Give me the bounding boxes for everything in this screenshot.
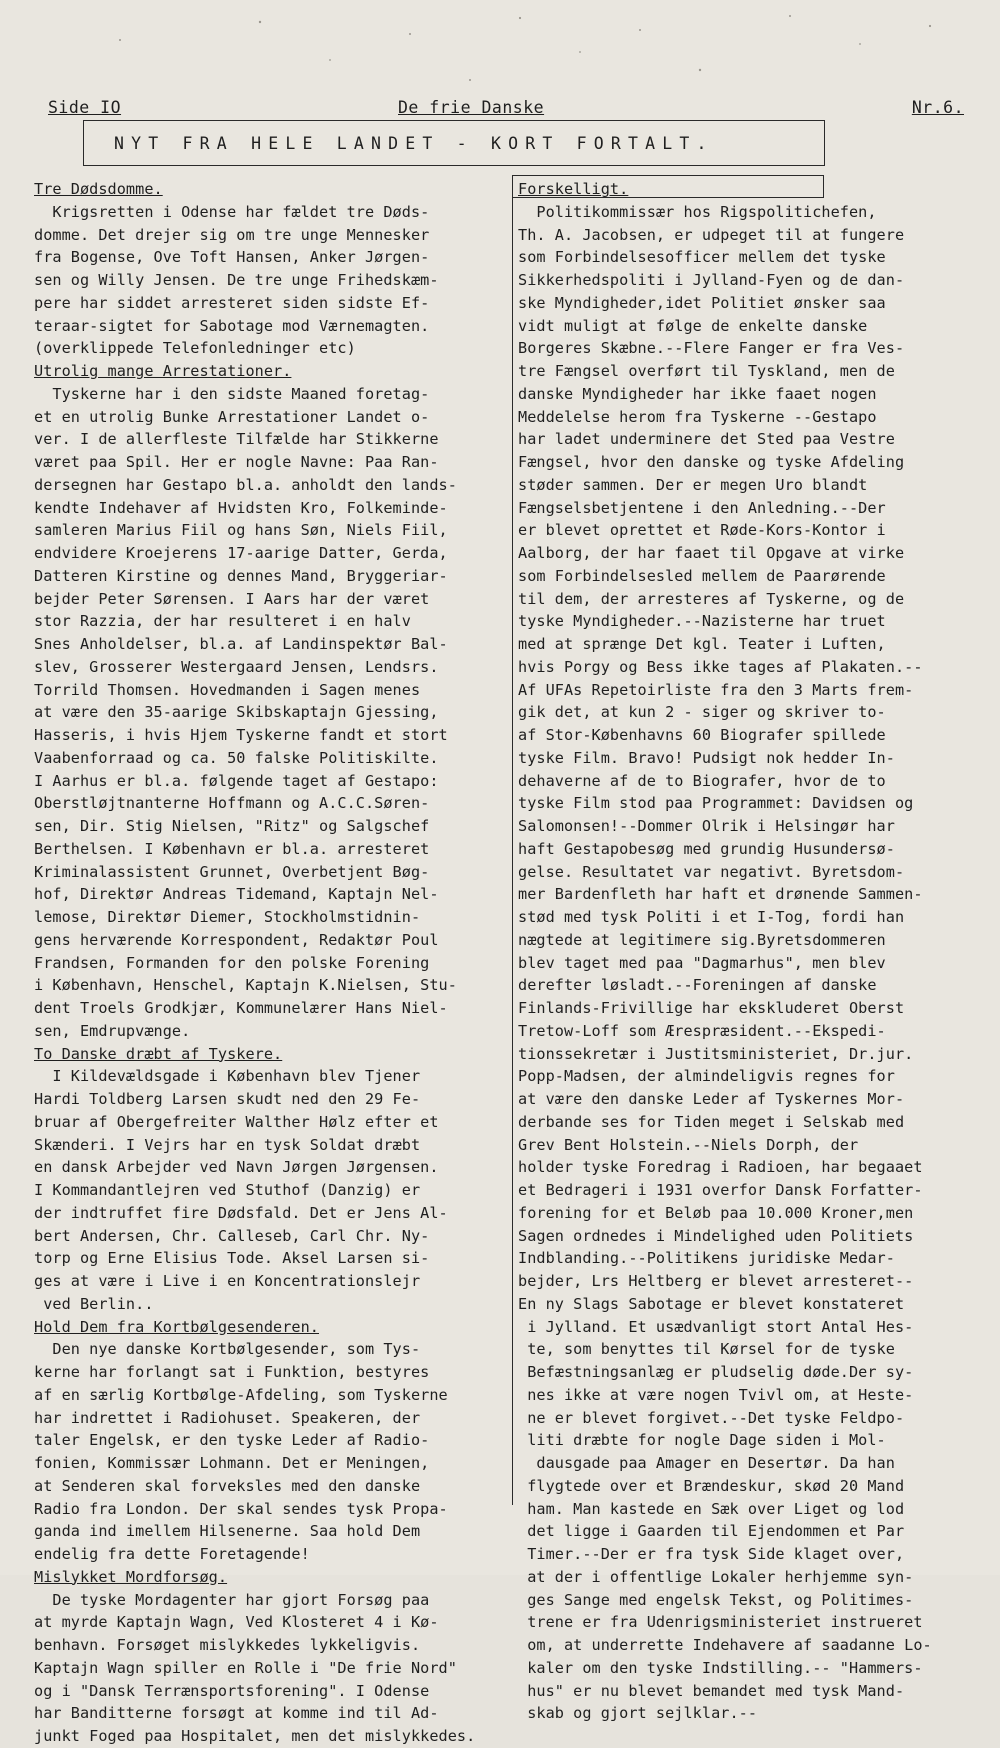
article-heading: Tre Dødsdomme. [34, 180, 163, 198]
text-line: Th. A. Jacobsen, er udpeget til at fungere [518, 225, 905, 244]
text-line: Sikkerhedspoliti i Jylland-Fyen og de dan- [518, 271, 905, 289]
text-line: Frandsen, Formanden for den polske Forening [34, 953, 430, 972]
text-line: stor Razzia, der har resulteret i en halv [34, 612, 411, 631]
text-line: tyske Myndigheder.--Nazisterne har truet [518, 612, 886, 631]
text-line: har indrettet i Radiohuset. Speakeren, der [34, 1408, 421, 1427]
text-line: der indtruffet fire Dødsfald. Det er Jens Al- [34, 1203, 448, 1222]
text-line: trene er fra Udenrigsministeriet instrueret [518, 1613, 923, 1632]
text-line: om, at underrette Indehavere af saadanne Lo- [518, 1636, 932, 1654]
text-line: Kriminalassistent Grunnet, Overbetjent Bøg- [34, 862, 430, 881]
page-header [30, 98, 970, 122]
text-line: bruar af Obergefreiter Walther Hølz efter et [34, 1112, 439, 1131]
text-line: Politikommissær hos Rigspolitichefen, [518, 202, 877, 221]
text-line: af en særlig Kortbølge-Afdeling, som Tyskerne [34, 1385, 448, 1404]
text-line: nes ikke at være nogen Tvivl om, at Heste- [518, 1385, 914, 1404]
text-line: Af UFAs Repetoirliste fra den 3 Marts frem- [518, 680, 914, 699]
issue-number: Nr.6. [911, 98, 964, 117]
article-heading: To Danske dræbt af Tyskere. [34, 1044, 283, 1063]
text-line: dent Troels Grodkjær, Kommunelærer Hans Niel- [34, 999, 448, 1017]
text-line: I Kommandantlejren ved Stuthof (Danzig) er [34, 1181, 421, 1199]
text-line: som Forbindelsesofficer mellem det tyske [518, 248, 886, 267]
text-line: stød med tysk Politi i et I-Tog, fordi han [518, 908, 905, 926]
text-line: endelig fra dette Foretagende! [34, 1545, 310, 1563]
text-line: De tyske Mordagenter har gjort Forsøg paa [34, 1590, 430, 1609]
text-line: flygtede over et Brændeskur, skød 20 Mand [518, 1476, 905, 1495]
article-heading: Utrolig mange Arrestationer. [34, 362, 292, 380]
text-line: tre Fængsel overført til Tyskland, men de [518, 362, 895, 380]
text-line: har Banditterne forsøgt at komme ind til Ad- [34, 1704, 439, 1723]
text-line: Snes Anholdelser, bl.a. af Landinspektør Bal- [34, 635, 448, 653]
text-line: dersegnen har Gestapo bl.a. anholdt den lands- [34, 475, 457, 494]
text-line: Datteren Kirstine og dennes Mand, Bryggeriar- [34, 566, 448, 585]
text-line: Meddelelse herom fra Tyskerne --Gestapo [518, 407, 877, 426]
text-line: derbande ses for Tiden meget i Selskab med [518, 1112, 905, 1131]
text-line: bejder, Lrs Heltberg er blevet arresteret-- [518, 1272, 914, 1290]
paper-specks [0, 0, 1000, 100]
text-line: derefter løsladt.--Foreningen af danske [518, 976, 877, 995]
text-line: En ny Slags Sabotage er blevet konstateret [518, 1294, 905, 1313]
text-line: hvis Porgy og Bess ikke tages af Plakaten.-- [518, 657, 923, 676]
text-line: fra Bogense, Ove Toft Hansen, Anker Jørgen- [34, 248, 430, 267]
text-line: har ladet underminere det Sted paa Vestre [518, 430, 895, 449]
text-line: (overklippede Telefonledninger etc) [34, 339, 356, 358]
text-line: ver. I de allerfleste Tilfælde har Stikkerne [34, 430, 439, 449]
text-line: gik det, at kun 2 - siger og skriver to- [518, 703, 886, 722]
text-line: sen og Willy Jensen. De tre unge Frihedskæm- [34, 271, 439, 289]
text-line: slev, Grosserer Westergaard Jensen, Lendsrs. [34, 657, 439, 676]
text-line: tyske Film stod paa Programmet: Davidsen og [518, 794, 914, 813]
text-line: vidt muligt at følge de enkelte danske [518, 316, 868, 335]
text-line: Skænderi. I Vejrs har en tysk Soldat dræbt [34, 1135, 421, 1154]
text-line: haft Gestapobesøg med grundig Husundersø- [518, 839, 895, 858]
text-line: en dansk Arbejder ved Navn Jørgen Jørgensen. [34, 1158, 439, 1177]
text-line: støder sammen. Der er megen Uro blandt [518, 475, 868, 494]
text-line: taler Engelsk, er den tyske Leder af Radio- [34, 1431, 430, 1450]
text-line: te, som benyttes til Kørsel for de tyske [518, 1340, 895, 1359]
text-line: som Forbindelsesled mellem de Paarørende [518, 566, 886, 585]
text-line: dausgade paa Amager en Desertør. Da han [518, 1454, 895, 1472]
text-line: nægtede at legitimere sig.Byretsdommeren [518, 930, 886, 949]
text-line: et en utrolig Bunke Arrestationer Landet o- [34, 407, 430, 426]
text-line: I Aarhus er bl.a. følgende taget af Gestapo: [34, 771, 439, 790]
text-line: samleren Marius Fiil og hans Søn, Niels Fiil, [34, 521, 448, 540]
text-line: Salomonsen!--Dommer Olrik i Helsingør har [518, 817, 895, 835]
text-line: teraar-sigtet for Sabotage mod Værnemagten. [34, 316, 430, 335]
text-line: Kaptajn Wagn spiller en Rolle i "De frie Nord" [34, 1658, 457, 1677]
text-line: pere har siddet arresteret siden sidste Ef- [34, 293, 430, 312]
text-line: at Senderen skal forveksles med den danske [34, 1476, 421, 1495]
text-line: Krigsretten i Odense har fældet tre Døds- [34, 202, 430, 221]
text-line: Timer.--Der er fra tysk Side klaget over, [518, 1545, 905, 1563]
page-number: Side IO [48, 98, 122, 117]
text-line: bert Andersen, Chr. Calleseb, Carl Chr. Ny- [34, 1226, 430, 1245]
text-line: og i "Dansk Terrænsportsforening". I Odense [34, 1681, 430, 1700]
text-line: junkt Foged paa Hospitalet, men det mislykkedes. [34, 1727, 476, 1745]
text-line: liti dræbte for nogle Dage siden i Mol- [518, 1431, 886, 1450]
text-line: ved Berlin.. [34, 1294, 154, 1313]
text-line: at være den 35-aarige Skibskaptajn Gjessing, [34, 703, 439, 722]
text-line: Grev Bent Holstein.--Niels Dorph, der [518, 1135, 859, 1154]
text-line: fonien, Kommissær Lohmann. Det er Meningen, [34, 1454, 430, 1472]
text-line: Berthelsen. I København er bl.a. arresteret [34, 839, 430, 858]
text-line: kendte Indehaver af Hvidsten Kro, Folkeminde- [34, 498, 448, 517]
text-line: gelse. Resultatet var negativt. Byretsdom- [518, 862, 905, 881]
text-line: Den nye danske Kortbølgesender, som Tys- [34, 1340, 421, 1359]
text-line: holder tyske Foredrag i Radioen, har begaaet [518, 1158, 923, 1177]
right-column [518, 178, 980, 1725]
text-line: at myrde Kaptajn Wagn, Ved Klosteret 4 i Kø- [34, 1613, 439, 1632]
left-column [34, 178, 512, 1748]
text-line: ne er blevet forgivet.--Det tyske Feldpo- [518, 1408, 905, 1427]
text-line: benhavn. Forsøget mislykkedes lykkeligvis. [34, 1636, 421, 1654]
text-line: dehaverne af de to Biografer, hvor de to [518, 771, 886, 790]
text-line: blev taget med paa "Dagmarhus", men blev [518, 953, 886, 972]
text-line: Torrild Thomsen. Hovedmanden i Sagen menes [34, 680, 421, 699]
text-line: endvidere Kroejerens 17-aarige Datter, Gerda, [34, 544, 448, 562]
text-line: Indblanding.--Politikens juridiske Medar- [518, 1249, 895, 1268]
text-line: er blevet oprettet et Røde-Kors-Kontor i [518, 521, 886, 540]
text-line: forening for et Beløb paa 10.000 Kroner,men [518, 1203, 914, 1222]
text-line: i Jylland. Et usædvanligt stort Antal Hes- [518, 1317, 914, 1336]
text-line: Popp-Madsen, der almindeligvis regnes for [518, 1067, 895, 1086]
text-line: ganda ind imellem Hilsenerne. Saa hold Dem [34, 1522, 421, 1541]
text-line: kaler om den tyske Indstilling.-- "Hammers- [518, 1658, 923, 1677]
article-heading: Forskelligt. [518, 180, 629, 198]
text-line: ham. Man kastede en Sæk over Liget og lod [518, 1499, 905, 1518]
text-line: mer Bardenfleth har haft et drønende Sammen- [518, 885, 923, 904]
text-line: Finlands-Frivillige har ekskluderet Oberst [518, 999, 905, 1017]
text-line: domme. Det drejer sig om tre unge Mennesker [34, 225, 430, 244]
text-line: tionssekretær i Justitsministeriet, Dr.jur. [518, 1044, 914, 1063]
text-line: Tyskerne har i den sidste Maaned foretag- [34, 384, 430, 403]
text-line: danske Myndigheder har ikke faaet nogen [518, 384, 877, 403]
text-line: Fængsel, hvor den danske og tyske Afdeling [518, 453, 905, 471]
article-heading: Hold Dem fra Kortbølgesenderen. [34, 1317, 320, 1336]
text-line: af Stor-Københavns 60 Biografer spillede [518, 726, 886, 744]
text-line: Borgeres Skæbne.--Flere Fanger er fra Ves- [518, 339, 905, 358]
section-title: NYT FRA HELE LANDET - KORT FORTALT. [83, 120, 825, 166]
text-line: bejder Peter Sørensen. I Aars har der været [34, 589, 430, 608]
text-line: Sagen ordnedes i Mindelighed uden Politiets [518, 1226, 914, 1245]
text-line: det ligge i Gaarden til Ejendommen et Par [518, 1522, 905, 1541]
text-line: torp og Erne Elisius Tode. Aksel Larsen si- [34, 1249, 430, 1268]
text-line: et Bedrageri i 1931 overfor Dansk Forfatter- [518, 1181, 923, 1199]
text-line: med at sprænge Det kgl. Teater i Luften, [518, 635, 886, 653]
text-line: sen, Dir. Stig Nielsen, "Ritz" og Salgschef [34, 817, 430, 835]
column-divider [512, 175, 513, 1505]
text-line: I Kildevældsgade i København blev Tjener [34, 1067, 421, 1086]
text-line: Befæstningsanlæg er pludselig døde.Der sy- [518, 1363, 914, 1381]
text-line: Radio fra London. Der skal sendes tysk Propa- [34, 1499, 448, 1518]
newspaper-name: De frie Danske [398, 98, 545, 117]
text-line: Vaabenforraad og ca. 50 falske Politiskilte. [34, 748, 439, 767]
text-line: sen, Emdrupvænge. [34, 1021, 191, 1040]
text-line: Hasseris, i hvis Hjem Tyskerne fandt et stort [34, 726, 448, 744]
text-line: tyske Film. Bravo! Pudsigt nok hedder In- [518, 748, 895, 767]
text-line: ges at være i Live i en Koncentrationslejr [34, 1272, 421, 1290]
text-line: Hardi Toldberg Larsen skudt ned den 29 Fe- [34, 1090, 421, 1108]
text-line: gens herværende Korrespondent, Redaktør Poul [34, 930, 439, 949]
text-line: hus" er nu blevet bemandet med tysk Mand- [518, 1681, 905, 1700]
text-line: lemose, Direktør Diemer, Stockholmstidnin- [34, 908, 421, 926]
text-line: Oberstløjtnanterne Hoffmann og A.C.C.Søren- [34, 794, 430, 813]
text-line: Aalborg, der har faaet til Opgave at virke [518, 544, 905, 562]
text-line: i København, Henschel, Kaptajn K.Nielsen, Stu- [34, 976, 457, 995]
text-line: Fængselsbetjentene i den Anledning.--Der [518, 498, 886, 517]
text-line: til dem, der arresteres af Tyskerne, og de [518, 589, 905, 608]
text-line: kerne har forlangt sat i Funktion, bestyres [34, 1363, 430, 1381]
article-heading: Mislykket Mordforsøg. [34, 1567, 228, 1586]
text-line: at være den danske Leder af Tyskernes Mor- [518, 1090, 905, 1108]
text-line: ges Sange med engelsk Tekst, og Politimes- [518, 1590, 914, 1609]
text-line: hof, Direktør Andreas Tidemand, Kaptajn Nel- [34, 885, 439, 904]
text-line: Tretow-Loff som Ærespræsident.--Ekspedi- [518, 1021, 886, 1040]
text-line: at der i offentlige Lokaler herhjemme syn- [518, 1567, 914, 1586]
text-line: ske Myndigheder,idet Politiet ønsker saa [518, 293, 886, 312]
text-line: skab og gjort sejlklar.-- [518, 1704, 758, 1723]
text-line: været paa Spil. Her er nogle Navne: Paa Ran- [34, 453, 439, 471]
